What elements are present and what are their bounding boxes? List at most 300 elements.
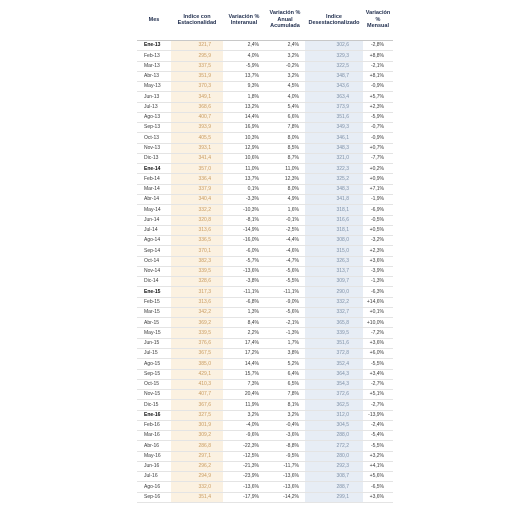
cell-mes: Dic-15 (137, 400, 171, 410)
cell-indice-estacionalidad: 400,7 (171, 112, 223, 122)
header-mes: Mes (137, 0, 171, 41)
table-row (137, 379, 393, 389)
cell-mes: Sep-13 (137, 123, 171, 133)
cell-variacion-mensual: +3,6% (363, 338, 393, 348)
cell-variacion-interanual: -21,3% (223, 461, 265, 471)
cell-indice-desestacionalizado: 304,5 (305, 420, 363, 430)
cell-indice-estacionalidad: 328,6 (171, 277, 223, 287)
cell-variacion-anual-acumulada: -5,6% (265, 266, 305, 276)
cell-mes: Jul-13 (137, 102, 171, 112)
cell-variacion-interanual: 11,0% (223, 164, 265, 174)
cell-indice-estacionalidad: 393,1 (171, 143, 223, 153)
cell-variacion-interanual: -6,0% (223, 246, 265, 256)
cell-variacion-mensual: +6,0% (363, 348, 393, 358)
data-table-container (137, 0, 393, 503)
cell-indice-desestacionalizado: 326,3 (305, 256, 363, 266)
cell-variacion-anual-acumulada: -5,6% (265, 307, 305, 317)
cell-variacion-mensual: +10,0% (363, 318, 393, 328)
cell-variacion-interanual: 14,4% (223, 112, 265, 122)
cell-variacion-mensual: -7,2% (363, 328, 393, 338)
cell-mes: Ago-15 (137, 359, 171, 369)
table-row (137, 246, 393, 256)
cell-indice-estacionalidad: 332,2 (171, 205, 223, 215)
cell-indice-desestacionalizado: 329,3 (305, 51, 363, 61)
cell-variacion-interanual: 13,7% (223, 174, 265, 184)
cell-indice-desestacionalizado: 362,5 (305, 400, 363, 410)
cell-indice-estacionalidad: 369,2 (171, 318, 223, 328)
cell-mes: Jun-13 (137, 92, 171, 102)
cell-variacion-anual-acumulada: -4,6% (265, 246, 305, 256)
cell-variacion-anual-acumulada: -2,1% (265, 318, 305, 328)
cell-variacion-mensual: -3,2% (363, 236, 393, 246)
cell-variacion-anual-acumulada: 12,3% (265, 174, 305, 184)
cell-variacion-mensual: +5,1% (363, 390, 393, 400)
cell-variacion-mensual: +3,6% (363, 256, 393, 266)
table-row (137, 277, 393, 287)
cell-indice-desestacionalizado: 346,1 (305, 133, 363, 143)
cell-indice-desestacionalizado: 332,7 (305, 307, 363, 317)
table-row (137, 153, 393, 163)
cell-mes: Ago-16 (137, 482, 171, 492)
cell-variacion-interanual: 13,7% (223, 71, 265, 81)
table-row (137, 297, 393, 307)
cell-indice-estacionalidad: 296,2 (171, 461, 223, 471)
header-indice-estacionalidad: Indice con Estacionalidad (171, 0, 223, 41)
cell-mes: Mar-15 (137, 307, 171, 317)
data-table (137, 0, 393, 503)
table-row (137, 164, 393, 174)
cell-variacion-mensual: -0,9% (363, 133, 393, 143)
cell-variacion-mensual: -1,9% (363, 194, 393, 204)
cell-mes: Jun-14 (137, 215, 171, 225)
cell-variacion-interanual: -6,8% (223, 297, 265, 307)
cell-variacion-interanual: -4,0% (223, 420, 265, 430)
cell-mes: Feb-15 (137, 297, 171, 307)
table-row (137, 174, 393, 184)
cell-indice-estacionalidad: 368,6 (171, 102, 223, 112)
cell-variacion-anual-acumulada: -5,5% (265, 277, 305, 287)
table-row (137, 205, 393, 215)
cell-variacion-anual-acumulada: 3,8% (265, 348, 305, 358)
cell-indice-estacionalidad: 340,4 (171, 194, 223, 204)
cell-indice-estacionalidad: 332,0 (171, 482, 223, 492)
cell-variacion-mensual: +0,9% (363, 174, 393, 184)
table-row (137, 287, 393, 297)
table-row (137, 82, 393, 92)
cell-indice-desestacionalizado: 321,0 (305, 153, 363, 163)
cell-variacion-mensual: -5,9% (363, 112, 393, 122)
cell-mes: Jul-14 (137, 225, 171, 235)
cell-indice-estacionalidad: 341,4 (171, 153, 223, 163)
cell-mes: Ago-14 (137, 236, 171, 246)
cell-indice-desestacionalizado: 365,8 (305, 318, 363, 328)
cell-mes: Jul-16 (137, 472, 171, 482)
cell-indice-estacionalidad: 342,2 (171, 307, 223, 317)
cell-indice-desestacionalizado: 290,0 (305, 287, 363, 297)
cell-indice-estacionalidad: 367,6 (171, 400, 223, 410)
cell-variacion-mensual: +3,6% (363, 492, 393, 502)
cell-variacion-mensual: +14,6% (363, 297, 393, 307)
header-indice-desestacionalizado: Indice Desestacionalizado (305, 0, 363, 41)
cell-variacion-anual-acumulada: -1,3% (265, 328, 305, 338)
header-variacion-interanual: Variación % Interanual (223, 0, 265, 41)
cell-variacion-anual-acumulada: 8,5% (265, 143, 305, 153)
cell-variacion-interanual: 10,6% (223, 153, 265, 163)
table-row (137, 400, 393, 410)
cell-indice-estacionalidad: 410,3 (171, 379, 223, 389)
cell-variacion-mensual: -0,7% (363, 123, 393, 133)
cell-indice-desestacionalizado: 349,3 (305, 123, 363, 133)
cell-mes: Mar-14 (137, 184, 171, 194)
cell-indice-desestacionalizado: 348,7 (305, 71, 363, 81)
cell-variacion-anual-acumulada: 2,4% (265, 41, 305, 51)
cell-variacion-interanual: 15,7% (223, 369, 265, 379)
table-row (137, 369, 393, 379)
cell-variacion-mensual: -5,5% (363, 441, 393, 451)
cell-variacion-mensual: +5,7% (363, 92, 393, 102)
cell-indice-desestacionalizado: 288,0 (305, 431, 363, 441)
cell-variacion-anual-acumulada: 5,2% (265, 359, 305, 369)
cell-indice-estacionalidad: 351,9 (171, 71, 223, 81)
cell-variacion-anual-acumulada: -0,4% (265, 420, 305, 430)
cell-variacion-mensual: -6,5% (363, 482, 393, 492)
table-row (137, 61, 393, 71)
cell-indice-desestacionalizado: 302,6 (305, 41, 363, 51)
cell-indice-desestacionalizado: 325,2 (305, 174, 363, 184)
cell-variacion-mensual: +7,1% (363, 184, 393, 194)
cell-indice-estacionalidad: 370,1 (171, 246, 223, 256)
cell-indice-desestacionalizado: 308,0 (305, 236, 363, 246)
table-row (137, 328, 393, 338)
cell-mes: Dic-14 (137, 277, 171, 287)
cell-indice-desestacionalizado: 339,5 (305, 328, 363, 338)
cell-variacion-interanual: 1,3% (223, 307, 265, 317)
cell-mes: Sep-15 (137, 369, 171, 379)
cell-indice-desestacionalizado: 280,0 (305, 451, 363, 461)
cell-variacion-interanual: -14,9% (223, 225, 265, 235)
cell-indice-desestacionalizado: 316,6 (305, 215, 363, 225)
cell-variacion-mensual: +3,2% (363, 451, 393, 461)
cell-variacion-mensual: +8,8% (363, 51, 393, 61)
cell-indice-estacionalidad: 429,1 (171, 369, 223, 379)
cell-indice-estacionalidad: 385,0 (171, 359, 223, 369)
cell-variacion-mensual: -2,1% (363, 61, 393, 71)
cell-indice-estacionalidad: 405,5 (171, 133, 223, 143)
cell-variacion-interanual: 14,4% (223, 359, 265, 369)
cell-indice-desestacionalizado: 313,7 (305, 266, 363, 276)
cell-indice-estacionalidad: 336,4 (171, 174, 223, 184)
cell-mes: Ene-13 (137, 41, 171, 51)
cell-variacion-mensual: +0,7% (363, 143, 393, 153)
cell-indice-estacionalidad: 349,1 (171, 92, 223, 102)
cell-variacion-anual-acumulada: -0,2% (265, 61, 305, 71)
cell-indice-estacionalidad: 382,3 (171, 256, 223, 266)
cell-indice-estacionalidad: 337,5 (171, 61, 223, 71)
cell-mes: Oct-14 (137, 256, 171, 266)
table-row (137, 461, 393, 471)
cell-indice-desestacionalizado: 322,5 (305, 61, 363, 71)
cell-indice-estacionalidad: 321,7 (171, 41, 223, 51)
table-row (137, 338, 393, 348)
table-row (137, 492, 393, 502)
cell-variacion-interanual: -22,3% (223, 441, 265, 451)
cell-variacion-interanual: 8,4% (223, 318, 265, 328)
table-row (137, 102, 393, 112)
cell-variacion-interanual: -23,9% (223, 472, 265, 482)
cell-indice-estacionalidad: 351,4 (171, 492, 223, 502)
cell-variacion-interanual: -11,1% (223, 287, 265, 297)
table-row (137, 420, 393, 430)
cell-variacion-mensual: -6,3% (363, 287, 393, 297)
cell-variacion-anual-acumulada: -14,2% (265, 492, 305, 502)
cell-mes: May-16 (137, 451, 171, 461)
cell-indice-desestacionalizado: 272,2 (305, 441, 363, 451)
cell-variacion-mensual: -5,5% (363, 359, 393, 369)
cell-indice-estacionalidad: 294,9 (171, 472, 223, 482)
cell-variacion-mensual: +0,5% (363, 225, 393, 235)
table-row (137, 266, 393, 276)
cell-variacion-mensual: -0,5% (363, 215, 393, 225)
cell-variacion-anual-acumulada: 4,9% (265, 194, 305, 204)
cell-indice-estacionalidad: 295,9 (171, 51, 223, 61)
table-row (137, 133, 393, 143)
cell-variacion-anual-acumulada: 3,2% (265, 410, 305, 420)
table-row (137, 215, 393, 225)
cell-mes: Abr-14 (137, 194, 171, 204)
cell-variacion-anual-acumulada: -13,6% (265, 482, 305, 492)
cell-variacion-interanual: -8,1% (223, 215, 265, 225)
table-row (137, 472, 393, 482)
cell-indice-desestacionalizado: 354,3 (305, 379, 363, 389)
cell-indice-estacionalidad: 313,6 (171, 297, 223, 307)
table-row (137, 112, 393, 122)
table-row (137, 451, 393, 461)
table-row (137, 431, 393, 441)
table-row (137, 410, 393, 420)
cell-indice-desestacionalizado: 318,1 (305, 205, 363, 215)
cell-variacion-interanual: -5,9% (223, 61, 265, 71)
cell-indice-estacionalidad: 297,1 (171, 451, 223, 461)
cell-indice-desestacionalizado: 372,6 (305, 390, 363, 400)
cell-indice-estacionalidad: 376,6 (171, 338, 223, 348)
cell-indice-estacionalidad: 337,9 (171, 184, 223, 194)
table-body (137, 41, 393, 503)
table-row (137, 41, 393, 51)
cell-variacion-interanual: -13,6% (223, 482, 265, 492)
cell-variacion-interanual: 9,3% (223, 82, 265, 92)
cell-mes: Jun-15 (137, 338, 171, 348)
table-row (137, 359, 393, 369)
cell-indice-desestacionalizado: 308,7 (305, 472, 363, 482)
cell-variacion-anual-acumulada: 8,1% (265, 400, 305, 410)
cell-variacion-mensual: -2,8% (363, 41, 393, 51)
cell-variacion-anual-acumulada: 1,6% (265, 205, 305, 215)
cell-indice-estacionalidad: 313,6 (171, 225, 223, 235)
cell-indice-desestacionalizado: 372,8 (305, 348, 363, 358)
cell-mes: Sep-14 (137, 246, 171, 256)
cell-mes: Mar-16 (137, 431, 171, 441)
cell-variacion-mensual: +5,6% (363, 472, 393, 482)
cell-variacion-anual-acumulada: -13,6% (265, 472, 305, 482)
cell-variacion-anual-acumulada: -3,6% (265, 431, 305, 441)
cell-variacion-mensual: -7,7% (363, 153, 393, 163)
cell-variacion-interanual: -13,6% (223, 266, 265, 276)
table-row (137, 51, 393, 61)
cell-variacion-interanual: 7,3% (223, 379, 265, 389)
cell-indice-desestacionalizado: 332,2 (305, 297, 363, 307)
cell-variacion-anual-acumulada: 6,6% (265, 112, 305, 122)
cell-variacion-anual-acumulada: 4,0% (265, 92, 305, 102)
cell-indice-desestacionalizado: 318,1 (305, 225, 363, 235)
table-row (137, 307, 393, 317)
table-row (137, 225, 393, 235)
cell-variacion-mensual: -3,9% (363, 266, 393, 276)
cell-variacion-anual-acumulada: -11,7% (265, 461, 305, 471)
table-row (137, 348, 393, 358)
cell-variacion-anual-acumulada: -2,5% (265, 225, 305, 235)
cell-mes: Oct-15 (137, 379, 171, 389)
cell-variacion-interanual: 10,3% (223, 133, 265, 143)
cell-variacion-interanual: 12,9% (223, 143, 265, 153)
cell-indice-estacionalidad: 327,5 (171, 410, 223, 420)
cell-variacion-anual-acumulada: 3,2% (265, 51, 305, 61)
cell-variacion-interanual: -16,0% (223, 236, 265, 246)
cell-indice-desestacionalizado: 341,8 (305, 194, 363, 204)
cell-mes: Feb-14 (137, 174, 171, 184)
cell-mes: Mar-13 (137, 61, 171, 71)
cell-variacion-mensual: -2,7% (363, 379, 393, 389)
cell-variacion-interanual: 4,0% (223, 51, 265, 61)
cell-variacion-mensual: +8,1% (363, 71, 393, 81)
cell-variacion-interanual: 2,4% (223, 41, 265, 51)
cell-variacion-mensual: -13,9% (363, 410, 393, 420)
cell-indice-desestacionalizado: 352,4 (305, 359, 363, 369)
cell-indice-estacionalidad: 407,7 (171, 390, 223, 400)
cell-mes: Abr-15 (137, 318, 171, 328)
table-row (137, 482, 393, 492)
cell-variacion-anual-acumulada: 6,4% (265, 369, 305, 379)
cell-variacion-interanual: 2,2% (223, 328, 265, 338)
header-variacion-anual-acumulada: Variación % Anual Acumulada (265, 0, 305, 41)
cell-variacion-anual-acumulada: 8,0% (265, 133, 305, 143)
cell-variacion-anual-acumulada: 4,5% (265, 82, 305, 92)
cell-variacion-anual-acumulada: 3,2% (265, 71, 305, 81)
cell-variacion-anual-acumulada: -0,1% (265, 215, 305, 225)
cell-variacion-mensual: +2,3% (363, 102, 393, 112)
cell-indice-desestacionalizado: 373,9 (305, 102, 363, 112)
cell-variacion-anual-acumulada: 6,5% (265, 379, 305, 389)
cell-variacion-mensual: -2,4% (363, 420, 393, 430)
cell-indice-desestacionalizado: 299,1 (305, 492, 363, 502)
cell-indice-desestacionalizado: 292,3 (305, 461, 363, 471)
cell-variacion-interanual: 1,8% (223, 92, 265, 102)
cell-mes: Ene-16 (137, 410, 171, 420)
cell-variacion-anual-acumulada: -9,5% (265, 451, 305, 461)
cell-mes: Jun-16 (137, 461, 171, 471)
cell-variacion-interanual: 11,9% (223, 400, 265, 410)
cell-indice-estacionalidad: 317,3 (171, 287, 223, 297)
cell-indice-estacionalidad: 286,8 (171, 441, 223, 451)
table-row (137, 390, 393, 400)
cell-mes: Abr-16 (137, 441, 171, 451)
cell-variacion-interanual: -5,7% (223, 256, 265, 266)
cell-indice-estacionalidad: 301,9 (171, 420, 223, 430)
table-row (137, 143, 393, 153)
table-row (137, 194, 393, 204)
cell-indice-estacionalidad: 367,5 (171, 348, 223, 358)
cell-indice-desestacionalizado: 322,3 (305, 164, 363, 174)
cell-variacion-anual-acumulada: 5,4% (265, 102, 305, 112)
cell-variacion-mensual: +0,1% (363, 307, 393, 317)
table-row (137, 92, 393, 102)
cell-mes: Nov-14 (137, 266, 171, 276)
cell-variacion-anual-acumulada: -9,0% (265, 297, 305, 307)
cell-indice-desestacionalizado: 315,0 (305, 246, 363, 256)
cell-variacion-mensual: +2,3% (363, 246, 393, 256)
cell-indice-estacionalidad: 339,5 (171, 266, 223, 276)
cell-variacion-interanual: -9,6% (223, 431, 265, 441)
cell-variacion-mensual: +4,1% (363, 461, 393, 471)
cell-indice-desestacionalizado: 348,3 (305, 184, 363, 194)
cell-mes: Ago-13 (137, 112, 171, 122)
cell-mes: Dic-13 (137, 153, 171, 163)
cell-indice-desestacionalizado: 343,6 (305, 82, 363, 92)
cell-mes: Ene-14 (137, 164, 171, 174)
cell-variacion-interanual: 13,2% (223, 102, 265, 112)
cell-variacion-interanual: -17,9% (223, 492, 265, 502)
table-header (137, 0, 393, 41)
cell-indice-estacionalidad: 370,3 (171, 82, 223, 92)
cell-variacion-interanual: 17,4% (223, 338, 265, 348)
table-row (137, 71, 393, 81)
cell-mes: May-13 (137, 82, 171, 92)
cell-mes: Abr-13 (137, 71, 171, 81)
cell-indice-desestacionalizado: 351,6 (305, 112, 363, 122)
cell-variacion-mensual: -2,7% (363, 400, 393, 410)
cell-variacion-anual-acumulada: 7,8% (265, 123, 305, 133)
cell-variacion-mensual: -0,9% (363, 82, 393, 92)
table-row (137, 236, 393, 246)
cell-variacion-anual-acumulada: -4,7% (265, 256, 305, 266)
cell-variacion-anual-acumulada: 8,0% (265, 184, 305, 194)
cell-variacion-interanual: 3,2% (223, 410, 265, 420)
cell-indice-desestacionalizado: 348,3 (305, 143, 363, 153)
cell-indice-desestacionalizado: 363,4 (305, 92, 363, 102)
cell-variacion-interanual: 17,2% (223, 348, 265, 358)
cell-variacion-mensual: -5,4% (363, 431, 393, 441)
cell-variacion-anual-acumulada: -11,1% (265, 287, 305, 297)
cell-variacion-interanual: -3,3% (223, 194, 265, 204)
cell-mes: Ene-15 (137, 287, 171, 297)
cell-indice-desestacionalizado: 288,7 (305, 482, 363, 492)
cell-indice-estacionalidad: 320,8 (171, 215, 223, 225)
cell-variacion-mensual: +3,4% (363, 369, 393, 379)
cell-variacion-anual-acumulada: 7,8% (265, 390, 305, 400)
cell-mes: Jul-15 (137, 348, 171, 358)
cell-mes: Sep-16 (137, 492, 171, 502)
cell-mes: Nov-13 (137, 143, 171, 153)
cell-variacion-anual-acumulada: 1,7% (265, 338, 305, 348)
header-variacion-mensual: Variación % Mensual (363, 0, 393, 41)
cell-variacion-anual-acumulada: -8,8% (265, 441, 305, 451)
table-row (137, 441, 393, 451)
cell-variacion-mensual: -6,9% (363, 205, 393, 215)
cell-variacion-interanual: 16,9% (223, 123, 265, 133)
cell-variacion-mensual: +0,2% (363, 164, 393, 174)
cell-variacion-interanual: -10,3% (223, 205, 265, 215)
cell-variacion-interanual: -12,5% (223, 451, 265, 461)
cell-mes: Nov-15 (137, 390, 171, 400)
